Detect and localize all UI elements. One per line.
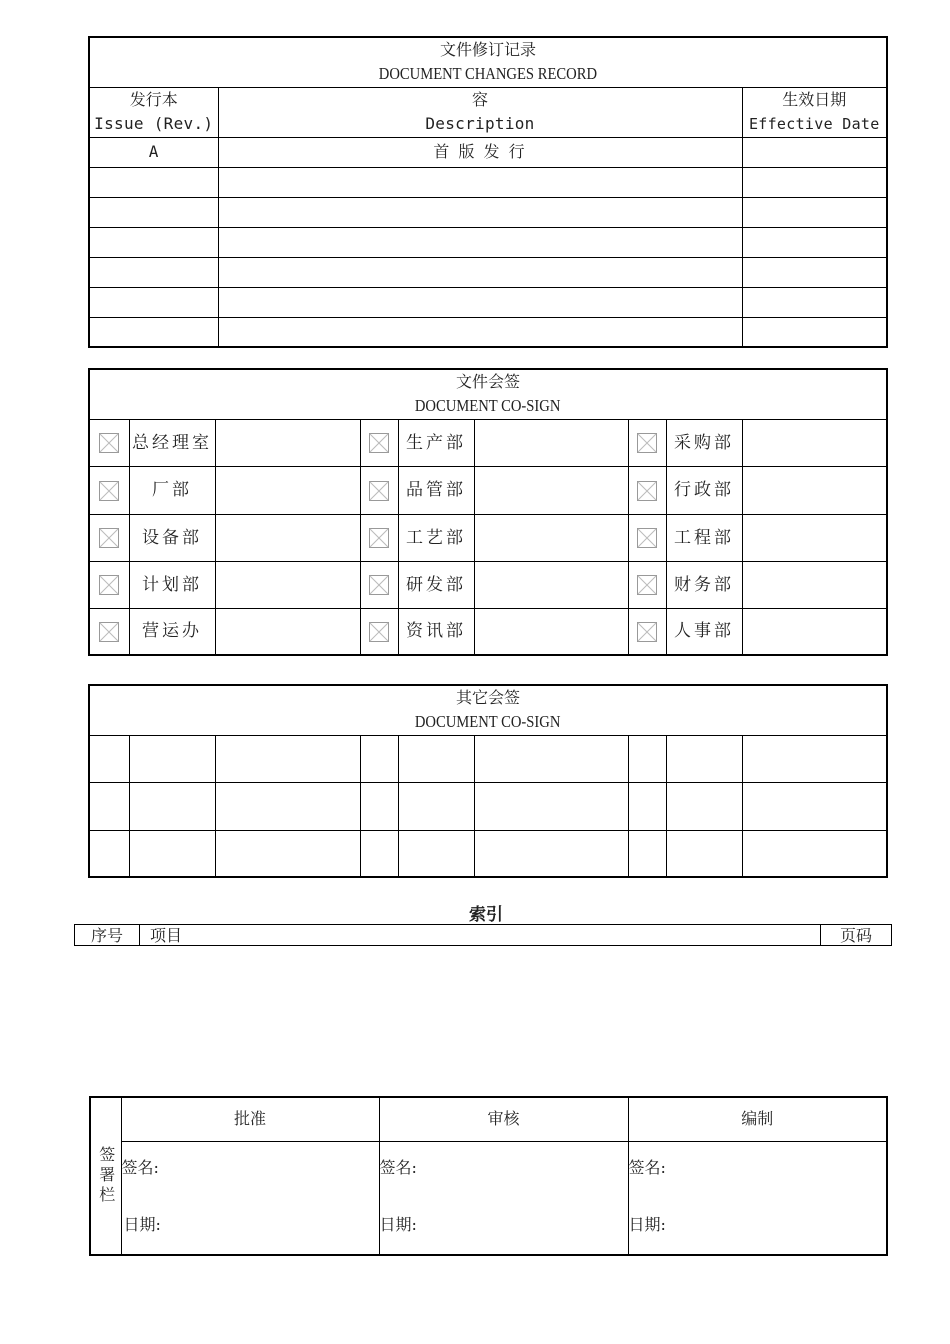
cosign-row <box>89 514 887 561</box>
blank-cell[interactable] <box>89 782 129 830</box>
index-table <box>74 924 892 946</box>
cosign-checkbox[interactable] <box>360 419 398 466</box>
dept-label: 工艺部 <box>398 514 474 561</box>
blank-cell[interactable] <box>129 782 215 830</box>
review-header: 审核 <box>379 1097 628 1141</box>
checkbox-icon <box>637 433 657 453</box>
header-issue <box>89 87 218 137</box>
date-cell[interactable] <box>742 257 887 287</box>
cosign-checkbox[interactable] <box>628 561 666 608</box>
dept-label: 品管部 <box>398 466 474 514</box>
signature-table <box>89 1096 888 1256</box>
prepare-date-field[interactable] <box>628 1195 887 1255</box>
issue-cell[interactable] <box>89 167 218 197</box>
prepare-sign-label: 签名: <box>628 1158 666 1178</box>
description-cell[interactable] <box>218 227 742 257</box>
review-date-label: 日期: <box>379 1214 417 1234</box>
date-cell[interactable] <box>742 167 887 197</box>
date-cell[interactable] <box>742 197 887 227</box>
checkbox-icon <box>637 528 657 548</box>
signature-side-label: 签署栏 <box>90 1097 121 1255</box>
dept-label: 厂部 <box>129 466 215 514</box>
description-cell[interactable] <box>218 197 742 227</box>
dept-label: 研发部 <box>398 561 474 608</box>
blank-cell[interactable] <box>474 782 628 830</box>
cosign-checkbox[interactable] <box>89 466 129 514</box>
checkbox-icon <box>369 433 389 453</box>
date-cell[interactable] <box>742 227 887 257</box>
dept-label: 行政部 <box>666 466 742 514</box>
header-issue-cn: 发行本 <box>129 90 178 109</box>
issue-cell[interactable] <box>89 227 218 257</box>
blank-cell[interactable] <box>129 735 215 782</box>
checkbox-icon <box>99 575 119 595</box>
table-row <box>89 137 887 167</box>
cosign-row <box>89 466 887 514</box>
blank-cell[interactable] <box>398 735 474 782</box>
date-cell[interactable] <box>742 287 887 317</box>
checkbox-icon <box>369 575 389 595</box>
checkbox-icon <box>99 433 119 453</box>
blank-cell[interactable] <box>474 830 628 877</box>
blank-cell[interactable] <box>666 782 742 830</box>
index-col-no: 序号 <box>75 925 140 946</box>
cosign-checkbox[interactable] <box>628 466 666 514</box>
blank-cell[interactable] <box>215 830 360 877</box>
table-row <box>89 317 887 347</box>
other-cosign-title-en: DOCUMENT CO-SIGN <box>415 712 561 732</box>
other-cosign-row <box>89 735 887 782</box>
dept-label: 总经理室 <box>129 419 215 466</box>
checkbox-icon <box>637 622 657 642</box>
dept-label: 计划部 <box>129 561 215 608</box>
blank-cell[interactable] <box>398 782 474 830</box>
checkbox-icon <box>637 481 657 501</box>
table-row <box>89 167 887 197</box>
blank-cell[interactable] <box>628 782 666 830</box>
cosign-title-cn: 文件会签 <box>456 372 521 392</box>
other-cosign-table <box>88 684 888 878</box>
checkbox-icon <box>369 528 389 548</box>
blank-cell[interactable] <box>398 830 474 877</box>
dept-label: 设备部 <box>129 514 215 561</box>
description-cell[interactable] <box>218 287 742 317</box>
dept-label: 营运办 <box>129 608 215 655</box>
dept-label: 人事部 <box>666 608 742 655</box>
blank-cell[interactable] <box>360 782 398 830</box>
cosign-checkbox[interactable] <box>89 419 129 466</box>
index-col-item: 项目 <box>140 925 821 946</box>
cosign-checkbox[interactable] <box>628 419 666 466</box>
cosign-checkbox[interactable] <box>360 561 398 608</box>
blank-cell[interactable] <box>89 735 129 782</box>
blank-cell[interactable] <box>666 735 742 782</box>
header-description <box>218 87 742 137</box>
dept-label: 资讯部 <box>398 608 474 655</box>
blank-cell[interactable] <box>628 830 666 877</box>
table-row <box>89 287 887 317</box>
prepare-header: 编制 <box>628 1097 887 1141</box>
header-description-cn: 容 <box>471 90 488 109</box>
blank-cell[interactable] <box>742 782 887 830</box>
approve-sign-label: 签名: <box>121 1158 159 1178</box>
approve-date-label: 日期: <box>123 1214 161 1234</box>
dept-label: 采购部 <box>666 419 742 466</box>
signature-cell[interactable] <box>215 466 360 514</box>
description-cell[interactable] <box>218 257 742 287</box>
signature-cell[interactable] <box>474 561 628 608</box>
blank-cell[interactable] <box>215 782 360 830</box>
cosign-checkbox[interactable] <box>628 514 666 561</box>
description-cell[interactable] <box>218 167 742 197</box>
cosign-title-en: DOCUMENT CO-SIGN <box>415 396 561 416</box>
blank-cell[interactable] <box>360 735 398 782</box>
issue-cell[interactable] <box>89 287 218 317</box>
cosign-checkbox[interactable] <box>89 561 129 608</box>
checkbox-icon <box>99 622 119 642</box>
description-cell[interactable] <box>218 317 742 347</box>
signature-cell[interactable] <box>474 419 628 466</box>
blank-cell[interactable] <box>628 735 666 782</box>
checkbox-icon <box>369 622 389 642</box>
header-date-en: Effective Date <box>748 115 880 133</box>
cosign-row <box>89 608 887 655</box>
dept-label: 财务部 <box>666 561 742 608</box>
review-date-field[interactable] <box>379 1195 628 1255</box>
dept-label: 工程部 <box>666 514 742 561</box>
signature-cell[interactable] <box>742 608 887 655</box>
index-title: 索引 <box>469 905 503 925</box>
signature-cell[interactable] <box>474 466 628 514</box>
description-cell[interactable]: 首 版 发 行 <box>218 137 742 167</box>
cosign-row <box>89 561 887 608</box>
prepare-date-label: 日期: <box>628 1214 666 1234</box>
checkbox-icon <box>369 481 389 501</box>
table-row <box>89 197 887 227</box>
cosign-table <box>88 368 888 656</box>
signature-cell[interactable] <box>474 608 628 655</box>
cosign-checkbox[interactable] <box>360 608 398 655</box>
other-cosign-row <box>89 830 887 877</box>
cosign-checkbox[interactable] <box>628 608 666 655</box>
blank-cell[interactable] <box>89 830 129 877</box>
checkbox-icon <box>99 528 119 548</box>
signature-cell[interactable] <box>215 608 360 655</box>
cosign-title <box>89 369 887 419</box>
header-issue-en: Issue (Rev.) <box>94 114 214 133</box>
table-row <box>89 257 887 287</box>
signature-cell[interactable] <box>215 419 360 466</box>
issue-cell[interactable] <box>89 257 218 287</box>
blank-cell[interactable] <box>666 830 742 877</box>
cosign-checkbox[interactable] <box>360 466 398 514</box>
signature-cell[interactable] <box>215 561 360 608</box>
header-effective-date <box>742 87 887 137</box>
approve-header: 批准 <box>121 1097 379 1141</box>
blank-cell[interactable] <box>742 735 887 782</box>
review-sign-field[interactable] <box>379 1141 628 1195</box>
blank-cell[interactable] <box>129 830 215 877</box>
signature-cell[interactable] <box>215 514 360 561</box>
review-sign-label: 签名: <box>379 1158 417 1178</box>
cosign-checkbox[interactable] <box>89 608 129 655</box>
blank-cell[interactable] <box>474 735 628 782</box>
signature-cell[interactable] <box>742 466 887 514</box>
other-cosign-title-cn: 其它会签 <box>456 688 521 708</box>
other-cosign-title <box>89 685 887 735</box>
prepare-sign-field[interactable] <box>628 1141 887 1195</box>
signature-cell[interactable] <box>742 419 887 466</box>
header-description-en: Description <box>425 114 535 133</box>
date-cell[interactable] <box>742 317 887 347</box>
dept-label: 生产部 <box>398 419 474 466</box>
changes-record-table <box>88 36 888 348</box>
signature-cell[interactable] <box>742 561 887 608</box>
checkbox-icon <box>637 575 657 595</box>
cosign-checkbox[interactable] <box>89 514 129 561</box>
checkbox-icon <box>99 481 119 501</box>
issue-cell[interactable]: A <box>89 137 218 167</box>
signature-cell[interactable] <box>474 514 628 561</box>
issue-cell[interactable] <box>89 317 218 347</box>
issue-cell[interactable] <box>89 197 218 227</box>
other-cosign-row <box>89 782 887 830</box>
table-row <box>89 227 887 257</box>
changes-record-title-cn: 文件修订记录 <box>440 40 537 60</box>
blank-cell[interactable] <box>360 830 398 877</box>
cosign-row <box>89 419 887 466</box>
date-cell[interactable] <box>742 137 887 167</box>
cosign-checkbox[interactable] <box>360 514 398 561</box>
index-col-page: 页码 <box>821 925 892 946</box>
signature-cell[interactable] <box>742 514 887 561</box>
blank-cell[interactable] <box>215 735 360 782</box>
approve-sign-field[interactable] <box>121 1141 379 1195</box>
header-date-cn: 生效日期 <box>782 90 847 109</box>
approve-date-field[interactable] <box>121 1195 379 1255</box>
blank-cell[interactable] <box>742 830 887 877</box>
changes-record-title <box>89 37 887 87</box>
changes-record-title-en: DOCUMENT CHANGES RECORD <box>378 64 598 84</box>
